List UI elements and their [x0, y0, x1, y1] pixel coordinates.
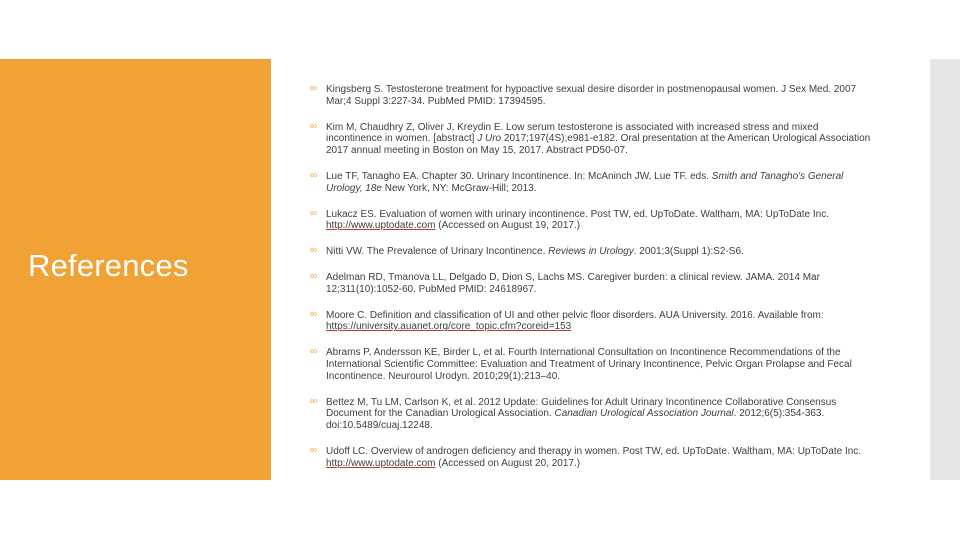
reference-text: Udoff LC. Overview of androgen deficiency and therapy in women. Post TW, ed. UpToDate. Waltham, MA: UpToDate Inc.	[326, 445, 862, 457]
reference-text: (Accessed on August 20, 2017.)	[435, 457, 581, 469]
infinity-bullet-icon: ∞	[310, 245, 318, 257]
reference-item	[310, 209, 875, 233]
reference-item	[310, 84, 875, 108]
infinity-bullet-icon: ∞	[310, 270, 318, 282]
reference-text: Abrams P, Andersson KE, Birder L, et al. Fourth International Consultation on Incontinence Recommendations of the International Scientific Committee: Evaluation and Treatment of Urinary Incontinence, Pelvic Organ Prolapse and Fecal Incontinence. Neurourol Urodyn. 2010;29(1):213–40.	[326, 347, 852, 382]
reference-text: . 2001;3(Suppl 1):S2-S6.	[633, 246, 744, 258]
infinity-bullet-icon: ∞	[310, 346, 318, 358]
reference-text: Nitti VW. The Prevalence of Urinary Incontinence.	[326, 246, 549, 258]
infinity-bullet-icon: ∞	[310, 83, 318, 94]
title-panel	[0, 59, 271, 480]
reference-text: Smith and Tanagho's General Urology, 18e	[326, 170, 844, 194]
reference-link[interactable]: http://www.uptodate.com	[326, 457, 436, 469]
reference-text: Lukacz ES. Evaluation of women with urinary incontinence. Post TW, ed. UpToDate. Waltham, MA: UpToDate Inc.	[326, 208, 830, 220]
infinity-bullet-icon: ∞	[310, 120, 318, 132]
reference-link[interactable]: http://www.uptodate.com	[326, 220, 436, 232]
reference-text: Bettez M, Tu LM, Carlson K, et al. 2012 Update: Guidelines for Adult Urinary Incontinence Collaborative Consensus Document for the Canadian Urological Association.	[326, 396, 837, 420]
reference-text: Kim M, Chaudhry Z, Oliver J, Kreydin E. Low serum testosterone is associated with increased stress and mixed incontinence in women. [abstract]	[326, 121, 819, 145]
reference-text: . 2012;6(5):354-363. doi:10.5489/cuaj.12248.	[326, 408, 825, 432]
reference-item	[310, 171, 875, 195]
reference-text: Reviews in Urology	[548, 246, 634, 258]
infinity-bullet-icon: ∞	[310, 207, 318, 219]
infinity-bullet-icon: ∞	[310, 308, 318, 320]
reference-text: Lue TF, Tanagho EA. Chapter 30. Urinary Incontinence. In: McAninch JW, Lue TF. eds.	[326, 170, 712, 182]
reference-text: Adelman RD, Tmanova LL, Delgado D, Dion S, Lachs MS. Caregiver burden: a clinical review. JAMA. 2014 Mar 12;311(10):1052-60. PubMed PMID: 24618967.	[326, 271, 820, 295]
reference-text: Kingsberg S. Testosterone treatment for hypoactive sexual desire disorder in postmenopausal women. J Sex Med. 2007 Mar;4 Suppl 3:227-34. PubMed PMID: 17394595.	[326, 84, 857, 107]
reference-item	[310, 246, 875, 258]
reference-item	[310, 122, 875, 157]
reference-item	[310, 310, 875, 334]
infinity-bullet-icon: ∞	[310, 169, 318, 181]
reference-text: Moore C. Definition and classification of UI and other pelvic floor disorders. AUA University. 2016. Available from:	[326, 309, 824, 321]
infinity-bullet-icon: ∞	[310, 444, 318, 456]
reference-list	[310, 84, 875, 484]
reference-item	[310, 446, 875, 470]
reference-item	[310, 347, 875, 382]
reference-item	[310, 397, 875, 432]
reference-text: (Accessed on August 19, 2017.)	[435, 220, 581, 232]
reference-text: J Uro	[477, 133, 502, 145]
scrollbar-track[interactable]	[930, 59, 960, 480]
reference-item	[310, 272, 875, 296]
reference-link[interactable]: https://university.auanet.org/core_topic.cfm?coreid=153	[326, 321, 572, 333]
reference-text: 2017;197(4S);e981-e182. Oral presentation at the American Urological Association 2017 annual meeting in Boston on May 15, 2017. Abstract PD50-07.	[326, 133, 871, 157]
infinity-bullet-icon: ∞	[310, 395, 318, 407]
slide-title: References	[28, 248, 189, 283]
reference-text: Canadian Urological Association Journal	[554, 408, 734, 420]
reference-text: New York, NY: McGraw-Hill; 2013.	[381, 182, 537, 194]
